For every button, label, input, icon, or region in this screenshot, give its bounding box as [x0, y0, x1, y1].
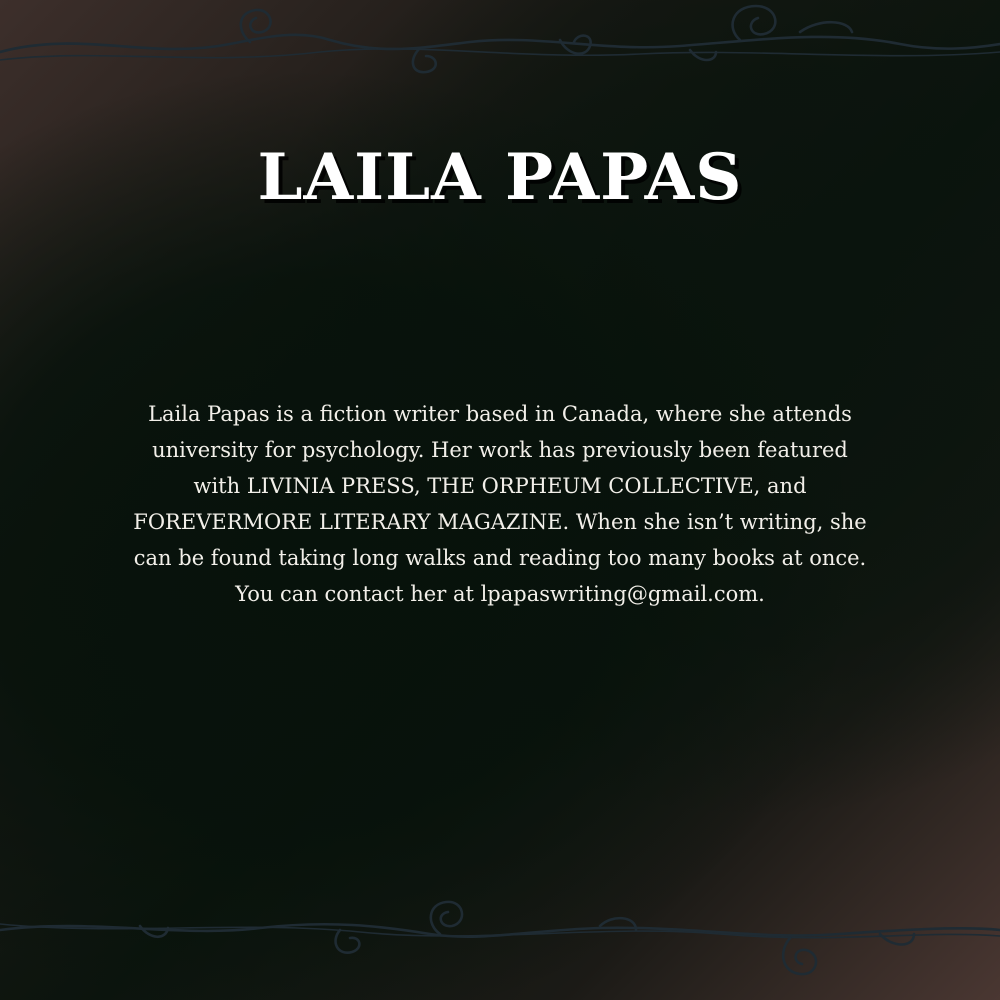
page-title: LAILA PAPAS [257, 140, 743, 215]
bio-line: You can contact her at lpapaswriting@gmail.com. [235, 582, 765, 606]
bio-line: Laila Papas is a fiction writer based in Canada, where she attends [148, 402, 852, 426]
bio-line: with LIVINIA PRESS, THE ORPHEUM COLLECTIVE, and [193, 474, 807, 498]
bottom-vine-border [0, 890, 1000, 1000]
top-vine-border [0, 0, 1000, 110]
bio-line: can be found taking long walks and reading too many books at once. [133, 546, 867, 570]
bio-line: university for psychology. Her work has previously been featured [152, 438, 848, 462]
author-bio [100, 396, 900, 612]
bio-line: FOREVERMORE LITERARY MAGAZINE. When she isn’t writing, she [133, 510, 867, 534]
